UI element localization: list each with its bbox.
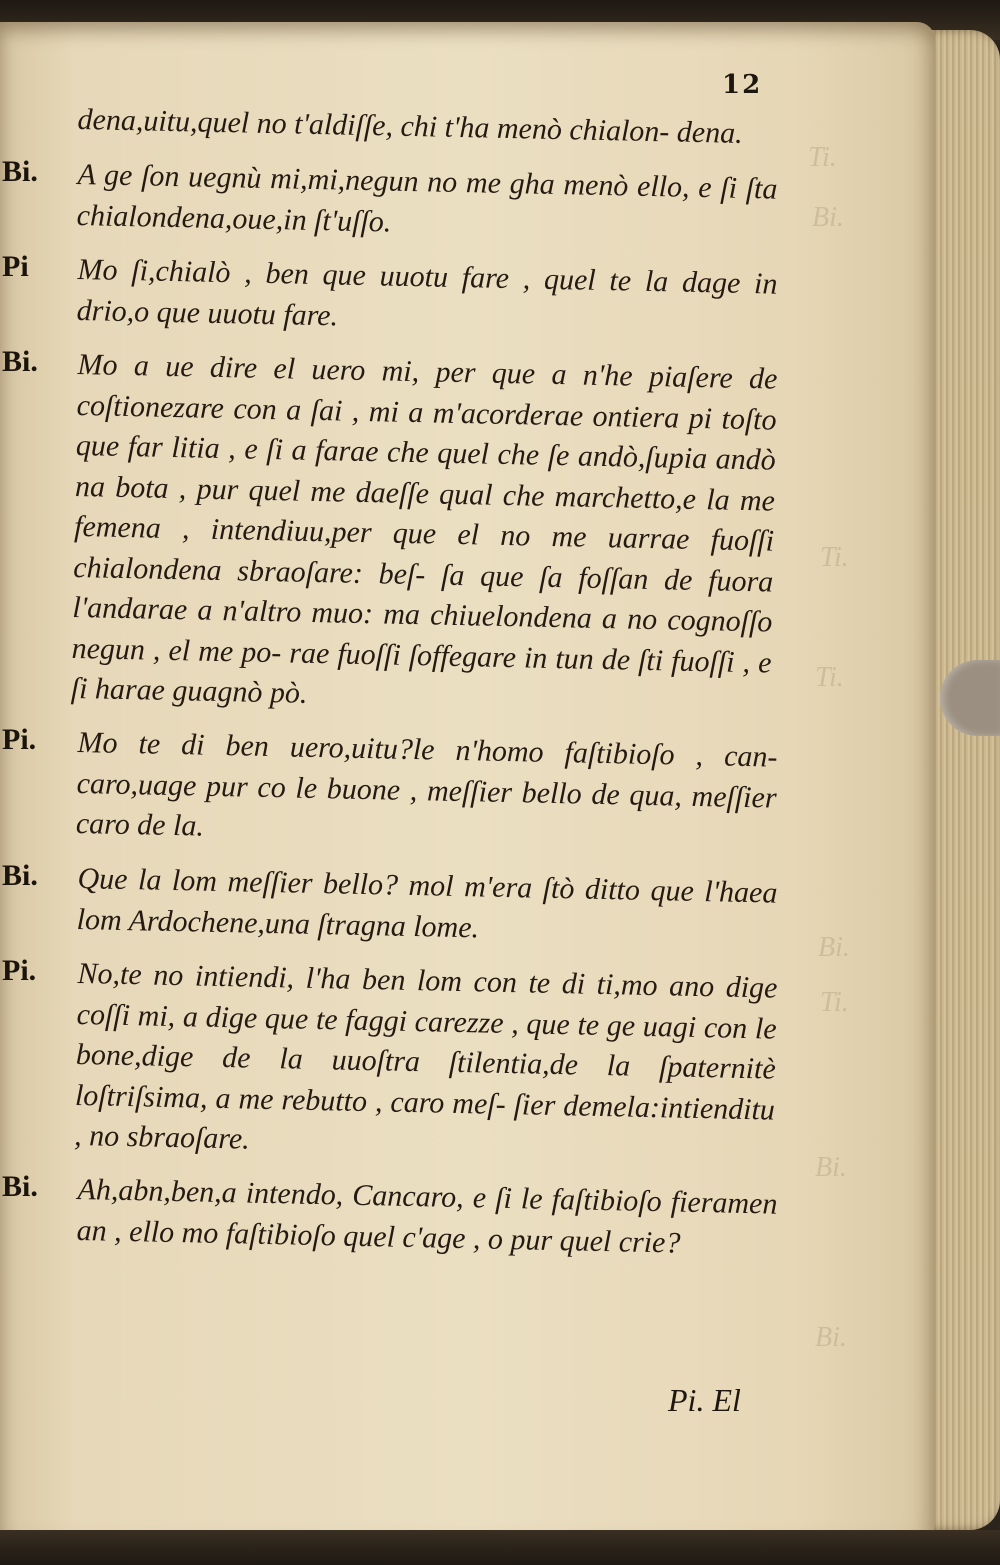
- speaker-label: Bi.: [2, 154, 38, 188]
- speech-text: A ge ſon uegnù mi,mi,negun no me gha menò ello, e ſi ſta chialondena,oue,in ſt'uſſo.: [76, 157, 778, 238]
- dialogue-entry: [0, 100, 935, 150]
- speech-text: Mo ſi,chialò , ben que uuotu fare , quel te la dage in drio,o que uuotu fare.: [76, 252, 778, 332]
- speaker-label: Bi.: [2, 344, 38, 378]
- dialogue-entry: [0, 155, 935, 236]
- speech-text: Mo a ue dire el uero mi, per que a n'he piaſere de coſtionezare con a ſai , mi a m'acorderae ontiera pi toſto que far litia , e ſi a farae che quel che ſe andò,ſupia andò na bota , pur quel me daeſſe qual che marchetto,e la me femena , intendiuu,per que el no me uarrae fuoſſi chialondena sbraoſare: beſ- ſa que ſa foſſan de fuora l'andarae a n'altro muo: ma chiuelondena a no cognoſſo negun , el me po- rae fuoſſi ſoffegare in tun de ſti fuoſſi , e ſi harae guagnò pò.: [70, 347, 778, 710]
- book-page: Ti. Bi. Ti. Ti. Bi. Ti. Bi. Bi.: [0, 22, 935, 1542]
- speech-text: No,te no intiendi, l'ha ben lom con te di ti,mo ano dige coſſi mi, a dige que te faggi carezze , que te ge uagi con le bone,dige de la uuoſtra ſtilentia,de la ſpaternitè loſtriſsima, a me rebutto , caro meſ- ſier demela:intienditu , no sbraoſare.: [73, 956, 778, 1156]
- speaker-label: Bi.: [2, 1170, 38, 1203]
- speech-text: Ah,abn,ben,a intendo, Cancaro, e ſi le faſtibioſo fieramen an , ello mo faſtibioſo quel c'age , o pur quel crie?: [76, 1172, 778, 1260]
- scan-background-bottom: [0, 1530, 1000, 1565]
- speech-text: Mo te di ben uero,uitu?le n'homo faſtibioſo , can- caro,uage pur co le buone , meſſier bello de qua, meſſier caro de la.: [75, 725, 778, 843]
- dialogue-entry: [0, 723, 935, 845]
- speech-text: Que la lom meſſier bello? mol m'era ſtò ditto que l'haea lom Ardochene,una ſtragna lome.: [76, 861, 778, 944]
- speech-text: dena,uitu,quel no t'aldiſſe, chi t'ha menò chialon- dena.: [77, 102, 744, 150]
- dialogue-entry: [0, 954, 935, 1157]
- speaker-label: Pi.: [2, 953, 37, 987]
- speaker-label: Pi.: [2, 723, 37, 756]
- page-number: 12: [722, 70, 763, 100]
- dialogue-entry: [0, 250, 935, 331]
- dialogue-entry: [0, 858, 935, 944]
- dialogue-entry: [0, 1170, 935, 1260]
- dialogue-entry: [0, 345, 935, 710]
- speaker-label: Bi.: [2, 858, 38, 892]
- speaker-label: Pi: [2, 249, 29, 283]
- page-fore-edge: [925, 30, 1000, 1530]
- catchword: Pi. El: [668, 1382, 741, 1418]
- dialogue-text: [0, 100, 935, 1265]
